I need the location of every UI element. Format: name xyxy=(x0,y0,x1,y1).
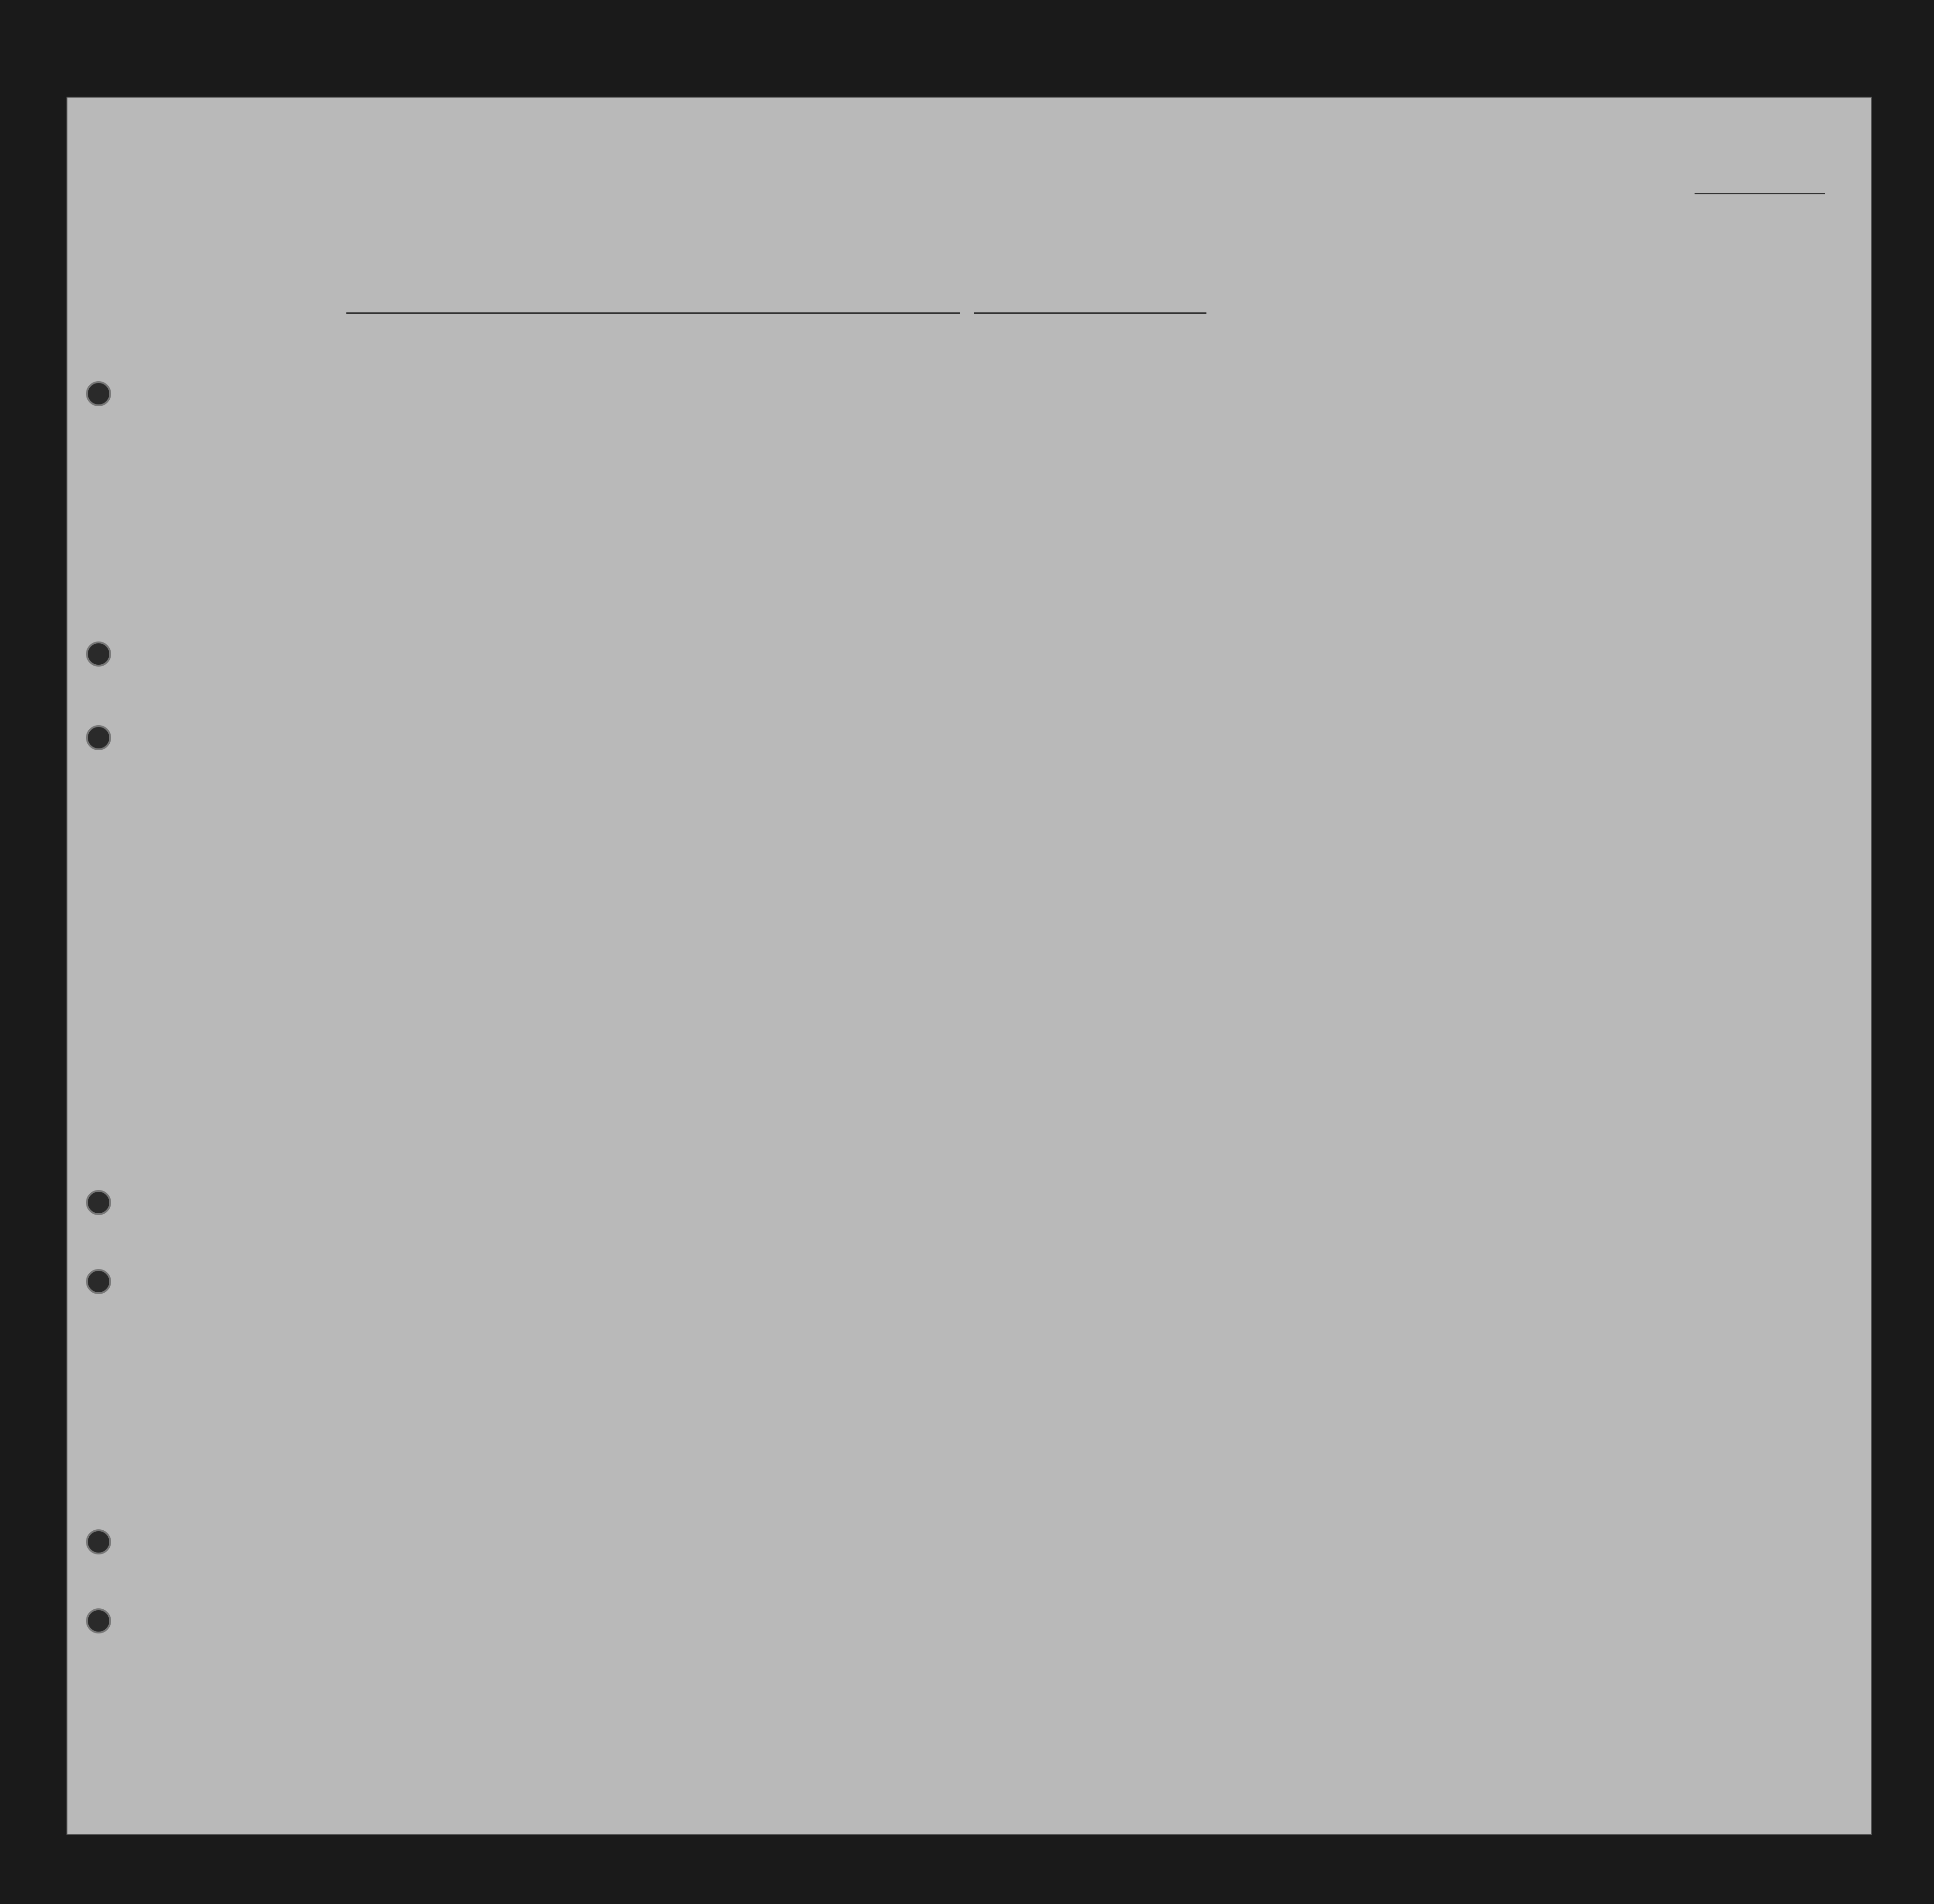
header-polygamist xyxy=(1209,370,1223,565)
binder-hole xyxy=(86,1269,111,1294)
header-purpose-citizen xyxy=(1141,400,1160,562)
header-purpose-length xyxy=(1109,400,1127,562)
header-feet xyxy=(1523,507,1534,553)
header-prison xyxy=(1179,400,1197,562)
header-labor-offer xyxy=(1313,400,1341,562)
header-deported xyxy=(1376,400,1390,562)
binder-hole xyxy=(86,641,111,667)
binder-hole xyxy=(86,1608,111,1633)
manifest-sheet xyxy=(67,98,1871,1834)
header-fifty-dollars xyxy=(685,370,703,565)
header-ticket xyxy=(563,370,581,565)
header-purpose-return xyxy=(1074,400,1093,562)
binder-hole xyxy=(86,725,111,750)
header-overthrow xyxy=(1262,400,1290,562)
manifest-grid xyxy=(67,98,1871,1834)
binder-hole xyxy=(86,381,111,406)
binder-hole xyxy=(86,1529,111,1554)
header-anarchist xyxy=(1234,370,1248,565)
header-inches xyxy=(1548,507,1559,553)
header-excluded xyxy=(1351,400,1365,562)
binder-hole xyxy=(86,1190,111,1215)
